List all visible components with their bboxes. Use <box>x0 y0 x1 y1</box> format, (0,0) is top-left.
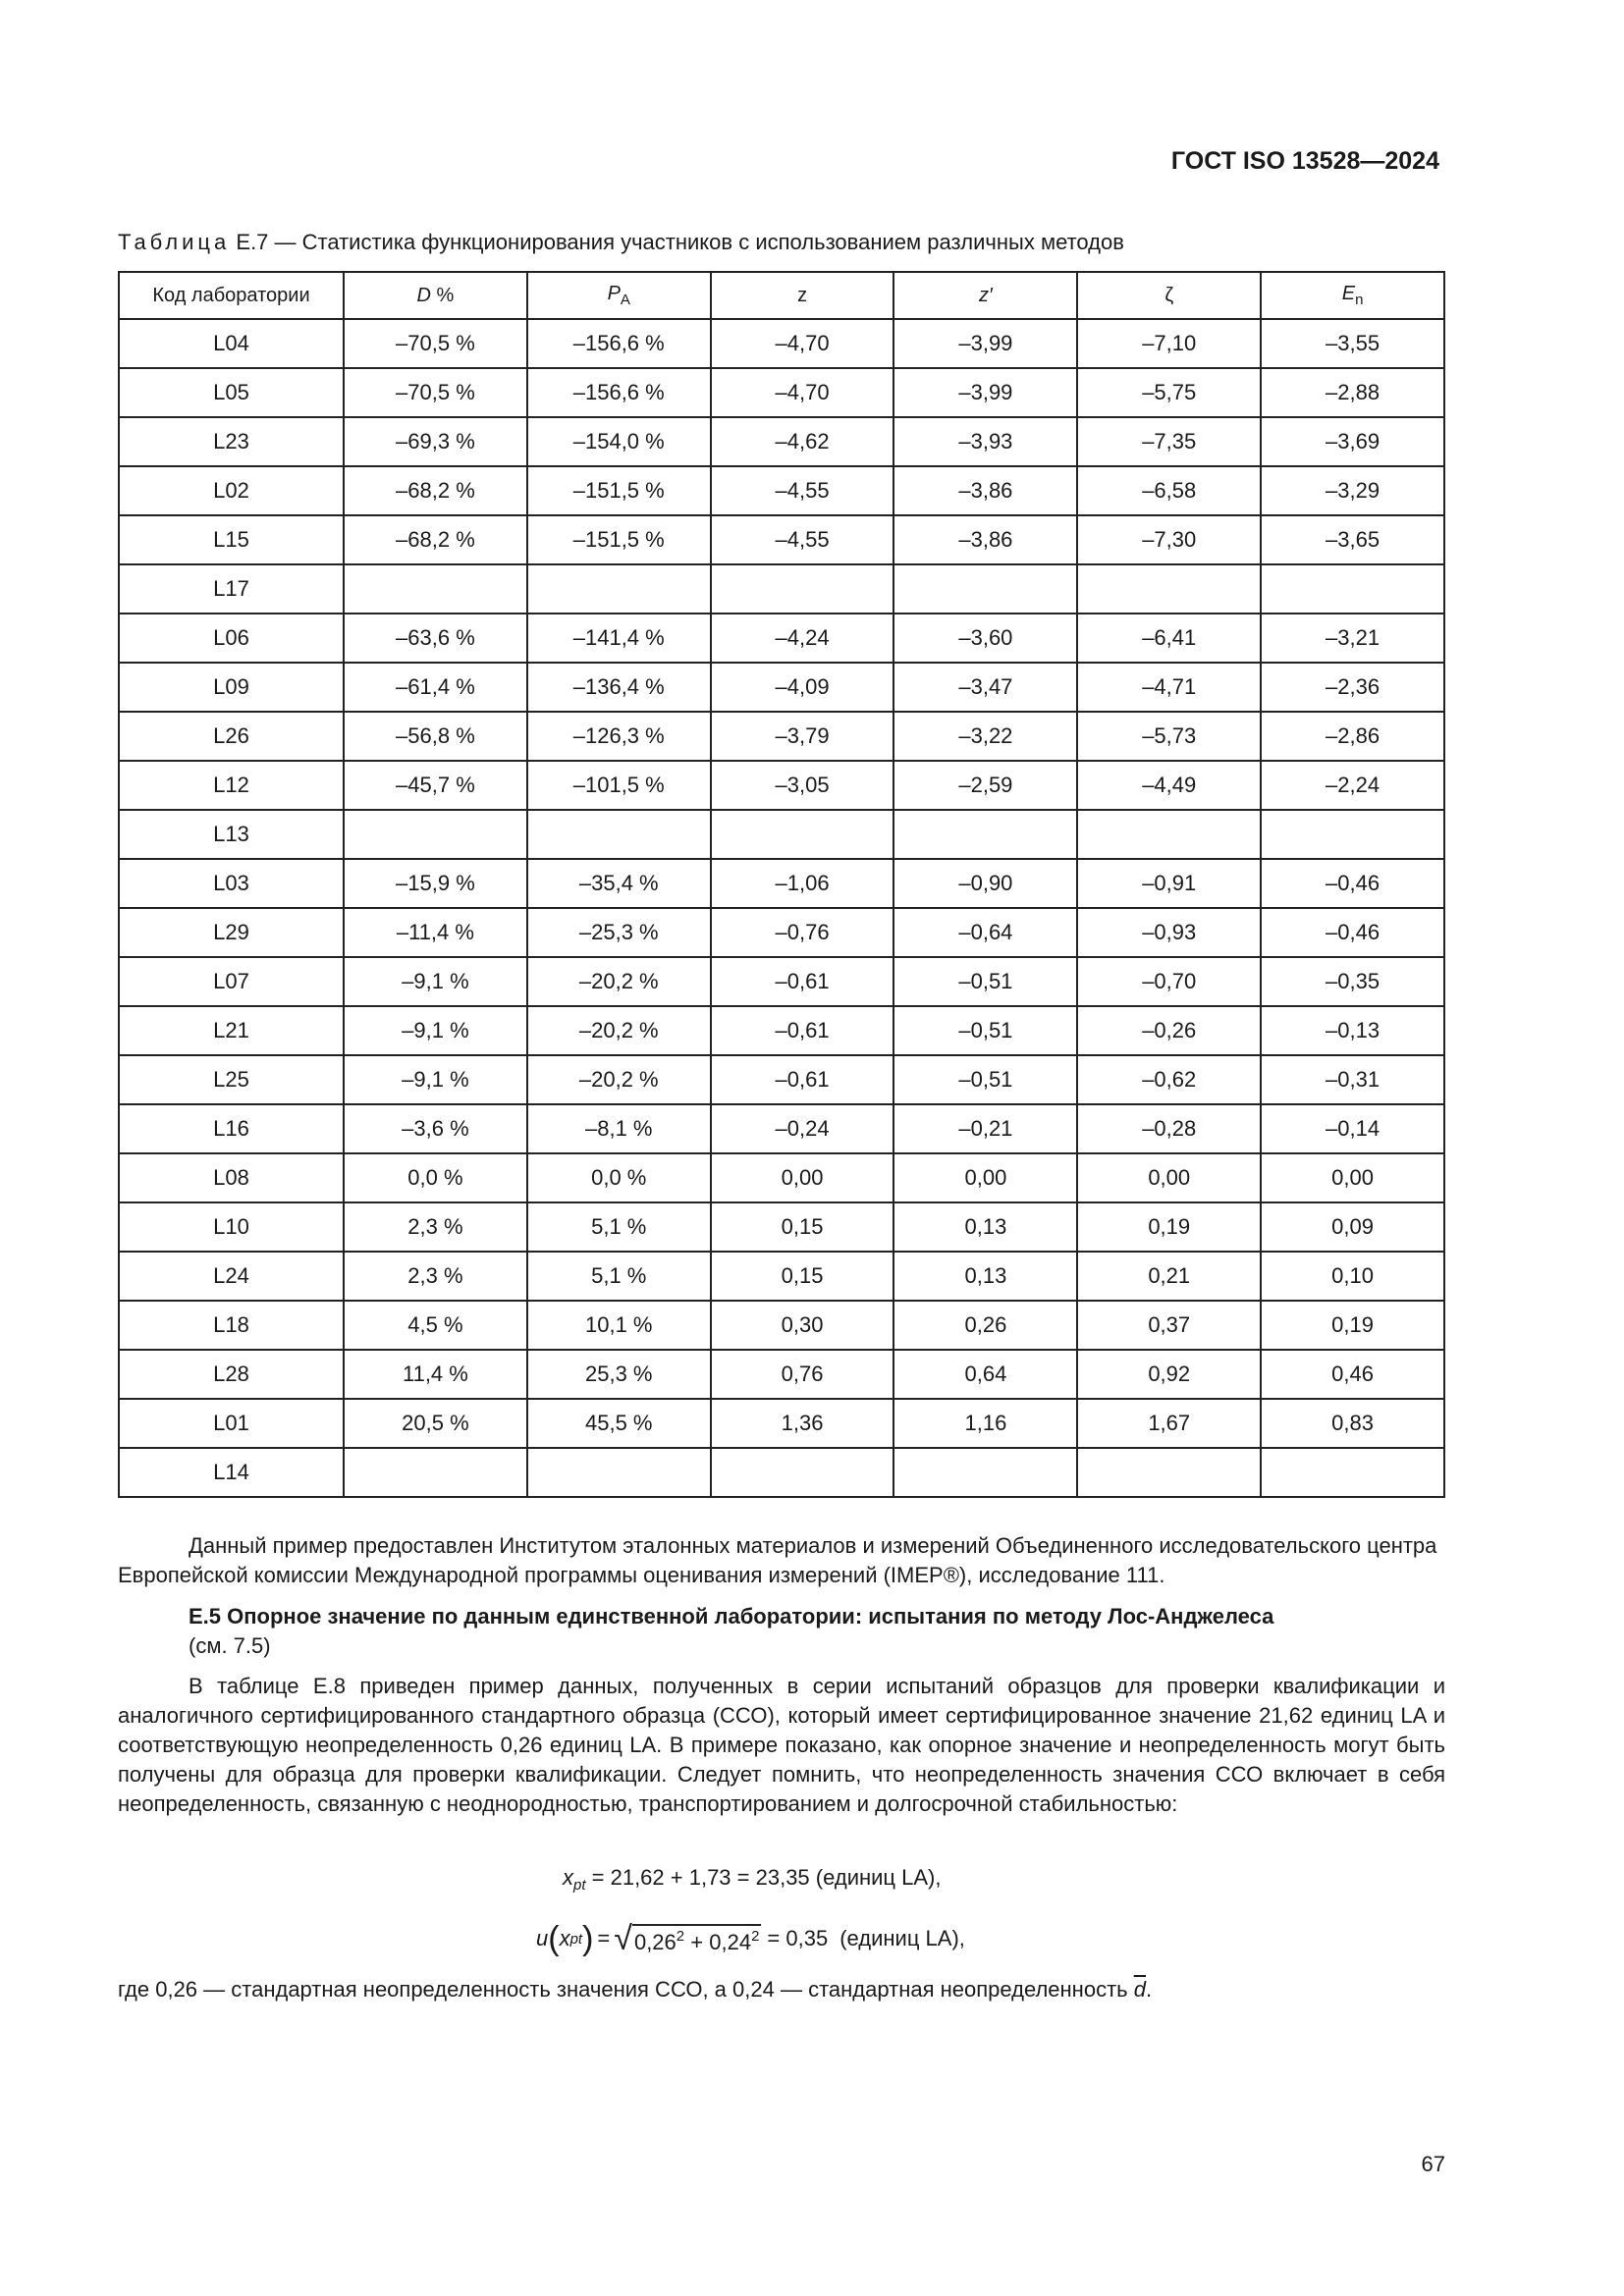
en-cell: –0,35 <box>1261 957 1444 1006</box>
z-prime-cell: –2,59 <box>893 761 1077 810</box>
pa-cell: –141,4 % <box>527 614 711 663</box>
where-end: . <box>1145 1977 1153 2002</box>
lab-code-cell: L03 <box>119 859 344 908</box>
d-percent-cell: –9,1 % <box>344 957 527 1006</box>
table-row <box>119 515 1444 564</box>
d-percent-cell: –45,7 % <box>344 761 527 810</box>
header-pa-symbol: P <box>607 283 621 304</box>
zeta-cell: –6,41 <box>1077 614 1261 663</box>
d-percent-cell: 0,0 % <box>344 1153 527 1202</box>
en-cell: 0,83 <box>1261 1399 1444 1448</box>
lab-code-cell: L09 <box>119 663 344 712</box>
d-percent-cell: –9,1 % <box>344 1055 527 1104</box>
zeta-cell: 0,37 <box>1077 1301 1261 1350</box>
z-cell: –1,06 <box>711 859 894 908</box>
z-cell: –3,79 <box>711 712 894 761</box>
d-percent-cell: –61,4 % <box>344 663 527 712</box>
pa-cell <box>527 1448 711 1497</box>
z-prime-cell: 0,64 <box>893 1350 1077 1399</box>
pa-cell: –8,1 % <box>527 1104 711 1153</box>
z-prime-cell: –3,47 <box>893 663 1077 712</box>
zeta-cell: –6,58 <box>1077 466 1261 515</box>
z-prime-cell: –3,86 <box>893 515 1077 564</box>
zeta-cell: –0,91 <box>1077 859 1261 908</box>
radical-sign: √ <box>614 1920 632 1957</box>
table-row <box>119 761 1444 810</box>
pa-cell: 5,1 % <box>527 1202 711 1252</box>
z-cell: –4,55 <box>711 515 894 564</box>
equation-xpt <box>563 1865 942 1894</box>
d-percent-cell: –68,2 % <box>344 515 527 564</box>
zeta-cell: 1,67 <box>1077 1399 1261 1448</box>
pa-cell: –136,4 % <box>527 663 711 712</box>
en-cell: –2,36 <box>1261 663 1444 712</box>
page-number: 67 <box>1421 2152 1445 2176</box>
z-prime-cell: –0,21 <box>893 1104 1077 1153</box>
lab-code-cell: L28 <box>119 1350 344 1399</box>
table-row <box>119 417 1444 466</box>
table-caption-label: Таблица <box>118 230 231 254</box>
z-prime-cell: –0,51 <box>893 1006 1077 1055</box>
lab-code-cell: L06 <box>119 614 344 663</box>
zeta-cell: –5,75 <box>1077 368 1261 417</box>
d-percent-cell <box>344 1448 527 1497</box>
d-percent-cell: –11,4 % <box>344 908 527 957</box>
en-cell: –0,46 <box>1261 908 1444 957</box>
en-cell: –0,31 <box>1261 1055 1444 1104</box>
lab-code-cell: L21 <box>119 1006 344 1055</box>
z-cell: –3,05 <box>711 761 894 810</box>
z-cell: –4,70 <box>711 368 894 417</box>
en-cell: –3,55 <box>1261 319 1444 368</box>
pa-cell: –101,5 % <box>527 761 711 810</box>
en-cell: –0,14 <box>1261 1104 1444 1153</box>
z-cell: –0,61 <box>711 957 894 1006</box>
eq2-plus: + <box>690 1930 704 1954</box>
pa-cell: 10,1 % <box>527 1301 711 1350</box>
pa-cell: 0,0 % <box>527 1153 711 1202</box>
d-percent-cell: –56,8 % <box>344 712 527 761</box>
eq1-variable: x <box>563 1865 573 1890</box>
zeta-cell: –5,73 <box>1077 712 1261 761</box>
z-prime-cell: –3,86 <box>893 466 1077 515</box>
table-row <box>119 1006 1444 1055</box>
header-d-percent <box>344 272 527 319</box>
where-clause <box>118 1977 1152 2002</box>
table-row <box>119 368 1444 417</box>
section-e5 <box>189 1602 1445 1661</box>
lab-code-cell: L12 <box>119 761 344 810</box>
zeta-cell: –0,28 <box>1077 1104 1261 1153</box>
zeta-cell: 0,21 <box>1077 1252 1261 1301</box>
lab-code-cell: L14 <box>119 1448 344 1497</box>
pa-cell: 45,5 % <box>527 1399 711 1448</box>
lab-code-cell: L04 <box>119 319 344 368</box>
pa-cell: –156,6 % <box>527 319 711 368</box>
table-row <box>119 1055 1444 1104</box>
z-cell: 0,15 <box>711 1202 894 1252</box>
header-d-symbol: D <box>416 284 431 306</box>
pa-cell <box>527 810 711 859</box>
z-prime-cell: 0,13 <box>893 1202 1077 1252</box>
table-row <box>119 466 1444 515</box>
pa-cell: –156,6 % <box>527 368 711 417</box>
z-prime-cell: 1,16 <box>893 1399 1077 1448</box>
eq2-open-paren: ( <box>548 1920 560 1957</box>
document-header: ГОСТ ISO 13528—2024 <box>1170 147 1439 175</box>
z-cell: –4,70 <box>711 319 894 368</box>
en-cell: 0,46 <box>1261 1350 1444 1399</box>
d-percent-cell: –70,5 % <box>344 319 527 368</box>
z-prime-cell: 0,13 <box>893 1252 1077 1301</box>
en-cell: –2,86 <box>1261 712 1444 761</box>
sqrt-icon <box>614 1922 761 1955</box>
table-row <box>119 1153 1444 1202</box>
lab-code-cell: L15 <box>119 515 344 564</box>
en-cell: –3,21 <box>1261 614 1444 663</box>
eq1-subscript: pt <box>573 1877 586 1894</box>
d-percent-cell: 11,4 % <box>344 1350 527 1399</box>
z-prime-cell: –3,99 <box>893 319 1077 368</box>
table-row <box>119 1202 1444 1252</box>
z-cell <box>711 1448 894 1497</box>
z-prime-cell <box>893 564 1077 614</box>
z-prime-cell <box>893 810 1077 859</box>
en-cell: 0,19 <box>1261 1301 1444 1350</box>
z-prime-cell: –3,22 <box>893 712 1077 761</box>
d-percent-cell: –9,1 % <box>344 1006 527 1055</box>
pa-cell: 25,3 % <box>527 1350 711 1399</box>
z-cell: –4,55 <box>711 466 894 515</box>
zeta-cell: –7,10 <box>1077 319 1261 368</box>
z-cell: 1,36 <box>711 1399 894 1448</box>
lab-code-cell: L10 <box>119 1202 344 1252</box>
eq2-term-a: 0,26 <box>633 1930 677 1954</box>
d-percent-cell <box>344 564 527 614</box>
z-cell: 0,15 <box>711 1252 894 1301</box>
pa-cell: –20,2 % <box>527 957 711 1006</box>
lab-code-cell: L23 <box>119 417 344 466</box>
zeta-cell <box>1077 810 1261 859</box>
z-prime-cell: –3,93 <box>893 417 1077 466</box>
lab-code-cell: L25 <box>119 1055 344 1104</box>
table-row <box>119 1104 1444 1153</box>
table-row <box>119 1399 1444 1448</box>
z-prime-cell <box>893 1448 1077 1497</box>
performance-statistics-table <box>118 271 1445 1498</box>
table-row <box>119 810 1444 859</box>
section-reference: (см. 7.5) <box>189 1633 271 1658</box>
eq2-term-b-exponent: 2 <box>751 1928 760 1945</box>
zeta-cell: –0,93 <box>1077 908 1261 957</box>
lab-code-cell: L07 <box>119 957 344 1006</box>
table-header-row <box>119 272 1444 319</box>
z-cell <box>711 564 894 614</box>
equation-uncertainty <box>536 1922 965 1955</box>
en-cell: –2,88 <box>1261 368 1444 417</box>
table-row <box>119 614 1444 663</box>
eq2-term-a-exponent: 2 <box>676 1928 685 1945</box>
table-row <box>119 908 1444 957</box>
pa-cell <box>527 564 711 614</box>
en-cell: 0,00 <box>1261 1153 1444 1202</box>
table-caption <box>118 230 1124 255</box>
z-cell: 0,76 <box>711 1350 894 1399</box>
eq2-variable: x <box>559 1926 570 1950</box>
section-heading: Е.5 Опорное значение по данным единственной лаборатории: испытания по методу Лос-Анджелеса <box>189 1604 1274 1629</box>
table-body <box>119 319 1444 1497</box>
en-cell: 0,09 <box>1261 1202 1444 1252</box>
z-cell: –4,09 <box>711 663 894 712</box>
en-cell <box>1261 1448 1444 1497</box>
table-row <box>119 1350 1444 1399</box>
table-row <box>119 564 1444 614</box>
body-paragraph: В таблице Е.8 приведен пример данных, полученных в серии испытаний образцов для проверки квалификации и аналогичного сертифицированного стандартного образца (ССО), который имеет сертифицированное значение 21,62 единиц LA и соответствующую неопределенность 0,26 единиц LA. В примере показано, как опорное значение и неопределенность могут быть получены для образца для проверки квалификации. Следует помнить, что неопределенность значения ССО включает в себя неопределенность, связанную с неоднородностью, транспортированием и долгосрочной стабильностью: <box>118 1674 1445 1816</box>
zeta-cell: –0,70 <box>1077 957 1261 1006</box>
en-cell: 0,10 <box>1261 1252 1444 1301</box>
d-percent-cell: 4,5 % <box>344 1301 527 1350</box>
d-percent-cell <box>344 810 527 859</box>
z-cell: –0,61 <box>711 1006 894 1055</box>
table-row <box>119 1448 1444 1497</box>
lab-code-cell: L26 <box>119 712 344 761</box>
en-cell: –3,69 <box>1261 417 1444 466</box>
header-pa-subscript: A <box>620 292 630 308</box>
lab-code-cell: L13 <box>119 810 344 859</box>
lab-code-cell: L17 <box>119 564 344 614</box>
en-cell: –3,65 <box>1261 515 1444 564</box>
en-cell: –0,46 <box>1261 859 1444 908</box>
zeta-cell: –0,62 <box>1077 1055 1261 1104</box>
source-note: Данный пример предоставлен Институтом эталонных материалов и измерений Объединенного исследовательского центра Европейской комиссии Международной программы оценивания измерений (IMEP®), исследование 111. <box>118 1533 1437 1587</box>
pa-cell: 5,1 % <box>527 1252 711 1301</box>
d-percent-cell: –63,6 % <box>344 614 527 663</box>
table-row <box>119 1301 1444 1350</box>
d-percent-cell: –69,3 % <box>344 417 527 466</box>
z-cell: 0,30 <box>711 1301 894 1350</box>
zeta-cell: 0,92 <box>1077 1350 1261 1399</box>
eq2-term-b: 0,24 <box>709 1930 752 1954</box>
d-percent-cell: 20,5 % <box>344 1399 527 1448</box>
zeta-cell: –4,71 <box>1077 663 1261 712</box>
lab-code-cell: L18 <box>119 1301 344 1350</box>
en-cell: –3,29 <box>1261 466 1444 515</box>
lab-code-cell: L29 <box>119 908 344 957</box>
zeta-cell: –4,49 <box>1077 761 1261 810</box>
eq2-function: u <box>536 1926 549 1950</box>
eq2-equals: = <box>597 1926 611 1950</box>
header-z: z <box>711 272 894 319</box>
en-cell: –2,24 <box>1261 761 1444 810</box>
table-row <box>119 319 1444 368</box>
z-prime-cell: –3,60 <box>893 614 1077 663</box>
lab-code-cell: L02 <box>119 466 344 515</box>
d-bar-symbol: $\overline{d}$ <box>1133 1977 1146 2002</box>
z-cell: –4,24 <box>711 614 894 663</box>
zeta-cell <box>1077 564 1261 614</box>
d-percent-cell: –15,9 % <box>344 859 527 908</box>
z-prime-cell: –0,64 <box>893 908 1077 957</box>
en-cell <box>1261 564 1444 614</box>
lab-code-cell: L05 <box>119 368 344 417</box>
z-cell: 0,00 <box>711 1153 894 1202</box>
pa-cell: –20,2 % <box>527 1055 711 1104</box>
en-cell: –0,13 <box>1261 1006 1444 1055</box>
header-z-prime: z′ <box>893 272 1077 319</box>
d-percent-cell: –70,5 % <box>344 368 527 417</box>
lab-code-cell: L01 <box>119 1399 344 1448</box>
table-caption-text: Е.7 — Статистика функционирования участников с использованием различных методов <box>236 230 1124 254</box>
zeta-cell: 0,00 <box>1077 1153 1261 1202</box>
zeta-cell: –7,30 <box>1077 515 1261 564</box>
pa-cell: –20,2 % <box>527 1006 711 1055</box>
pa-cell: –126,3 % <box>527 712 711 761</box>
eq2-close-paren: ) <box>582 1920 594 1957</box>
table-row <box>119 1252 1444 1301</box>
where-text: где 0,26 — стандартная неопределенность значения ССО, а 0,24 — стандартная неопределенность <box>118 1977 1128 2002</box>
lab-code-cell: L16 <box>119 1104 344 1153</box>
z-cell: –0,76 <box>711 908 894 957</box>
pa-cell: –25,3 % <box>527 908 711 957</box>
z-prime-cell: 0,00 <box>893 1153 1077 1202</box>
z-prime-cell: –0,51 <box>893 957 1077 1006</box>
z-prime-cell: –0,51 <box>893 1055 1077 1104</box>
en-cell <box>1261 810 1444 859</box>
z-cell <box>711 810 894 859</box>
header-zeta: ζ <box>1077 272 1261 319</box>
d-percent-cell: 2,3 % <box>344 1252 527 1301</box>
eq2-unit: (единиц LA), <box>839 1926 965 1950</box>
z-cell: –0,24 <box>711 1104 894 1153</box>
eq2-result: = 0,35 <box>767 1926 829 1950</box>
eq2-radicand <box>632 1924 761 1955</box>
pa-cell: –154,0 % <box>527 417 711 466</box>
d-percent-cell: –68,2 % <box>344 466 527 515</box>
pa-cell: –35,4 % <box>527 859 711 908</box>
header-en-symbol: E <box>1341 283 1356 304</box>
zeta-cell: –7,35 <box>1077 417 1261 466</box>
header-en-subscript: n <box>1355 292 1364 308</box>
header-pa <box>527 272 711 319</box>
pa-cell: –151,5 % <box>527 515 711 564</box>
z-prime-cell: –3,99 <box>893 368 1077 417</box>
d-percent-cell: –3,6 % <box>344 1104 527 1153</box>
table-row <box>119 663 1444 712</box>
zeta-cell <box>1077 1448 1261 1497</box>
z-prime-cell: 0,26 <box>893 1301 1077 1350</box>
pa-cell: –151,5 % <box>527 466 711 515</box>
table-row <box>119 957 1444 1006</box>
table-row <box>119 712 1444 761</box>
header-en <box>1261 272 1444 319</box>
table-row <box>119 859 1444 908</box>
z-cell: –4,62 <box>711 417 894 466</box>
z-cell: –0,61 <box>711 1055 894 1104</box>
z-prime-cell: –0,90 <box>893 859 1077 908</box>
header-lab-code: Код лаборатории <box>119 272 344 319</box>
header-d-unit: % <box>436 284 455 306</box>
eq1-rhs: = 21,62 + 1,73 = 23,35 (единиц LA), <box>591 1865 942 1890</box>
zeta-cell: –0,26 <box>1077 1006 1261 1055</box>
lab-code-cell: L08 <box>119 1153 344 1202</box>
eq2-subscript: pt <box>569 1930 583 1948</box>
lab-code-cell: L24 <box>119 1252 344 1301</box>
zeta-cell: 0,19 <box>1077 1202 1261 1252</box>
d-percent-cell: 2,3 % <box>344 1202 527 1252</box>
